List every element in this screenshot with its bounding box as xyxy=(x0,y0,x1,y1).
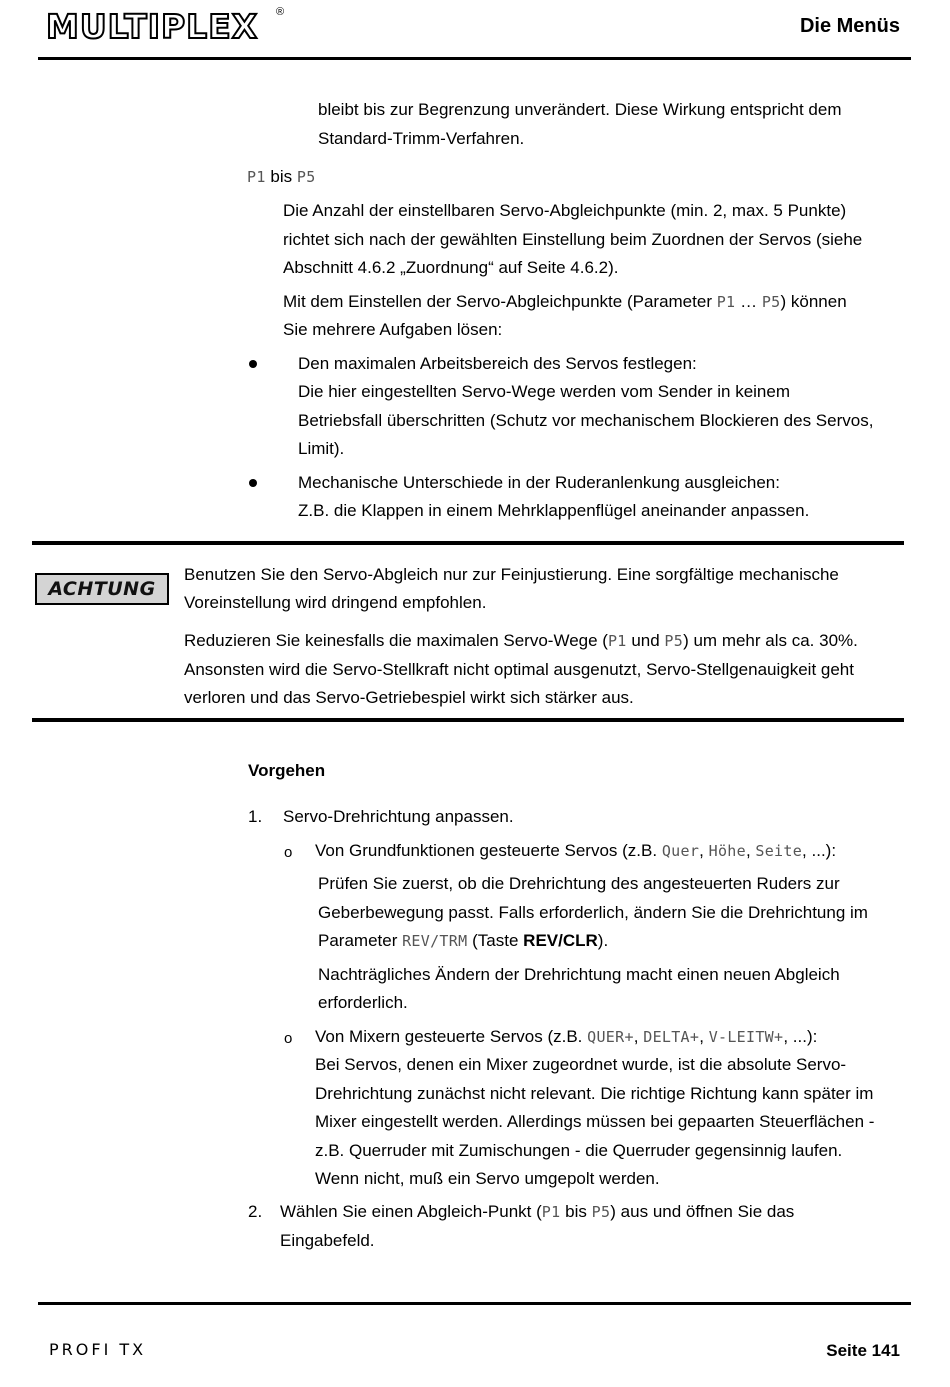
bullet-line: Betriebsfall überschritten (Schutz vor mechanischem Blockieren des Servos, xyxy=(298,411,874,430)
param-code: V-LEITW+ xyxy=(708,1028,784,1046)
sub-item-line: Prüfen Sie zuerst, ob die Drehrichtung des angesteuerten Ruders zur xyxy=(318,874,840,893)
sub-item-line: Bei Servos, denen ein Mixer zugeordnet wurde, ist die absolute Servo- xyxy=(315,1055,847,1074)
paragraph-line: richtet sich nach der gewählten Einstellung beim Zuordnen der Servos (siehe xyxy=(283,230,863,249)
paragraph-line: Standard-Trimm-Verfahren. xyxy=(318,129,525,148)
param-code: Quer xyxy=(661,842,700,860)
text: (Taste xyxy=(467,931,524,950)
paragraph-line: bleibt bis zur Begrenzung unverändert. Diese Wirkung entspricht dem xyxy=(318,100,842,119)
warning-bottom-rule xyxy=(32,718,904,722)
paragraph-line xyxy=(283,288,847,316)
sub-item-line: Geberbewegung passt. Falls erforderlich, ändern Sie die Drehrichtung im xyxy=(318,903,868,922)
text: ). xyxy=(597,931,609,950)
page-number: Seite 141 xyxy=(826,1341,900,1360)
text: ) um mehr als ca. 30%. xyxy=(683,631,858,650)
warning-line: Ansonsten wird die Servo-Stellkraft nicht optimal ausgenutzt, Servo-Stellgenauigkeit geht xyxy=(184,660,854,679)
achtung-badge xyxy=(35,573,169,605)
text: , ...): xyxy=(802,841,837,860)
text: ) aus und öffnen Sie das xyxy=(610,1202,795,1221)
bullet-line: Die hier eingestellten Servo-Wege werden vom Sender in keinem xyxy=(298,382,790,401)
sub-item-line xyxy=(318,927,608,955)
text: , xyxy=(633,1027,644,1046)
achtung-label: ACHTUNG xyxy=(48,578,156,600)
parameter-heading xyxy=(247,163,316,191)
bullet-line: Z.B. die Klappen in einem Mehrklappenflügel aneinander anpassen. xyxy=(298,501,810,520)
paragraph-line: Abschnitt 4.6.2 „Zuordnung“ auf Seite 4.6.2). xyxy=(283,258,619,277)
param-code: P5 xyxy=(296,168,316,186)
param-text: bis xyxy=(265,167,297,186)
text: Parameter xyxy=(318,931,403,950)
step-text xyxy=(280,1198,794,1226)
footer-brand: PROFI TX xyxy=(49,1340,147,1359)
param-code: QUER+ xyxy=(587,1028,634,1046)
sub-item-line: Nachträgliches Ändern der Drehrichtung macht einen neuen Abgleich xyxy=(318,965,840,984)
param-code: P1 xyxy=(247,168,266,186)
key-name: REV/CLR xyxy=(523,931,598,950)
text: Wählen Sie einen Abgleich-Punkt ( xyxy=(280,1202,542,1221)
sub-bullet-icon: o xyxy=(284,844,293,861)
paragraph-line: Die Anzahl der einstellbaren Servo-Abgleichpunkte (min. 2, max. 5 Punkte) xyxy=(283,201,847,220)
text: , xyxy=(699,841,709,860)
text: ) können xyxy=(780,292,847,311)
header-rule xyxy=(38,57,911,60)
warning-top-rule xyxy=(32,541,904,545)
section-heading: Vorgehen xyxy=(248,761,326,780)
footer-rule xyxy=(38,1302,911,1305)
step-number: 2. xyxy=(248,1202,263,1221)
sub-item-line xyxy=(315,837,836,865)
param-code: P5 xyxy=(761,293,781,311)
text: … xyxy=(735,292,762,311)
text: bis xyxy=(560,1202,592,1221)
sub-item-line: Drehrichtung zunächst nicht relevant. Die richtige Richtung kann später im xyxy=(315,1084,874,1103)
sub-item-line xyxy=(315,1023,817,1051)
warning-line xyxy=(184,627,858,655)
text: , xyxy=(699,1027,709,1046)
param-code: P1 xyxy=(607,632,627,650)
warning-line: Voreinstellung wird dringend empfohlen. xyxy=(184,593,487,612)
warning-line: Benutzen Sie den Servo-Abgleich nur zur Feinjustierung. Eine sorgfältige mechanische xyxy=(184,565,839,584)
sub-item-line: erforderlich. xyxy=(318,993,408,1012)
header-title: Die Menüs xyxy=(799,15,900,37)
param-code: Höhe xyxy=(708,842,746,860)
bullet-line: Limit). xyxy=(298,439,345,458)
bullet-icon xyxy=(249,479,257,487)
step-number: 1. xyxy=(248,807,263,826)
text: Von Grundfunktionen gesteuerte Servos (z.B. xyxy=(315,841,662,860)
paragraph-line: Sie mehrere Aufgaben lösen: xyxy=(283,320,503,339)
param-code: P1 xyxy=(541,1203,561,1221)
step-text: Servo-Drehrichtung anpassen. xyxy=(283,807,514,826)
sub-item-line: Wenn nicht, muß ein Servo umgepolt werden. xyxy=(315,1169,660,1188)
bullet-icon xyxy=(249,360,257,368)
text: , ...): xyxy=(783,1027,818,1046)
sub-item-line: z.B. Querruder mit Zumischungen - die Querruder gegensinnig laufen. xyxy=(315,1141,843,1160)
warning-line: verloren und das Servo-Getriebespiel wirkt sich stärker aus. xyxy=(184,688,634,707)
sub-bullet-icon: o xyxy=(284,1030,293,1047)
param-code: P5 xyxy=(591,1203,611,1221)
bullet-line: Mechanische Unterschiede in der Ruderanlenkung ausgleichen: xyxy=(298,473,780,492)
multiplex-logo: MULTIPLEX xyxy=(46,7,259,46)
param-code: Seite xyxy=(755,842,803,860)
text: , xyxy=(745,841,756,860)
text: Reduzieren Sie keinesfalls die maximalen Servo-Wege ( xyxy=(184,631,608,650)
param-code: P1 xyxy=(716,293,736,311)
param-code: DELTA+ xyxy=(643,1028,700,1046)
step-text: Eingabefeld. xyxy=(280,1231,375,1250)
text: und xyxy=(626,631,665,650)
registered-mark: ® xyxy=(276,6,285,18)
bullet-line: Den maximalen Arbeitsbereich des Servos festlegen: xyxy=(298,354,697,373)
param-code: REV/TRM xyxy=(402,932,468,950)
text: Von Mixern gesteuerte Servos (z.B. xyxy=(315,1027,588,1046)
text: Mit dem Einstellen der Servo-Abgleichpunkte (Parameter xyxy=(283,292,717,311)
sub-item-line: Mixer eingestellt werden. Allerdings müssen bei gepaarten Steuerflächen - xyxy=(315,1112,875,1131)
param-code: P5 xyxy=(664,632,684,650)
